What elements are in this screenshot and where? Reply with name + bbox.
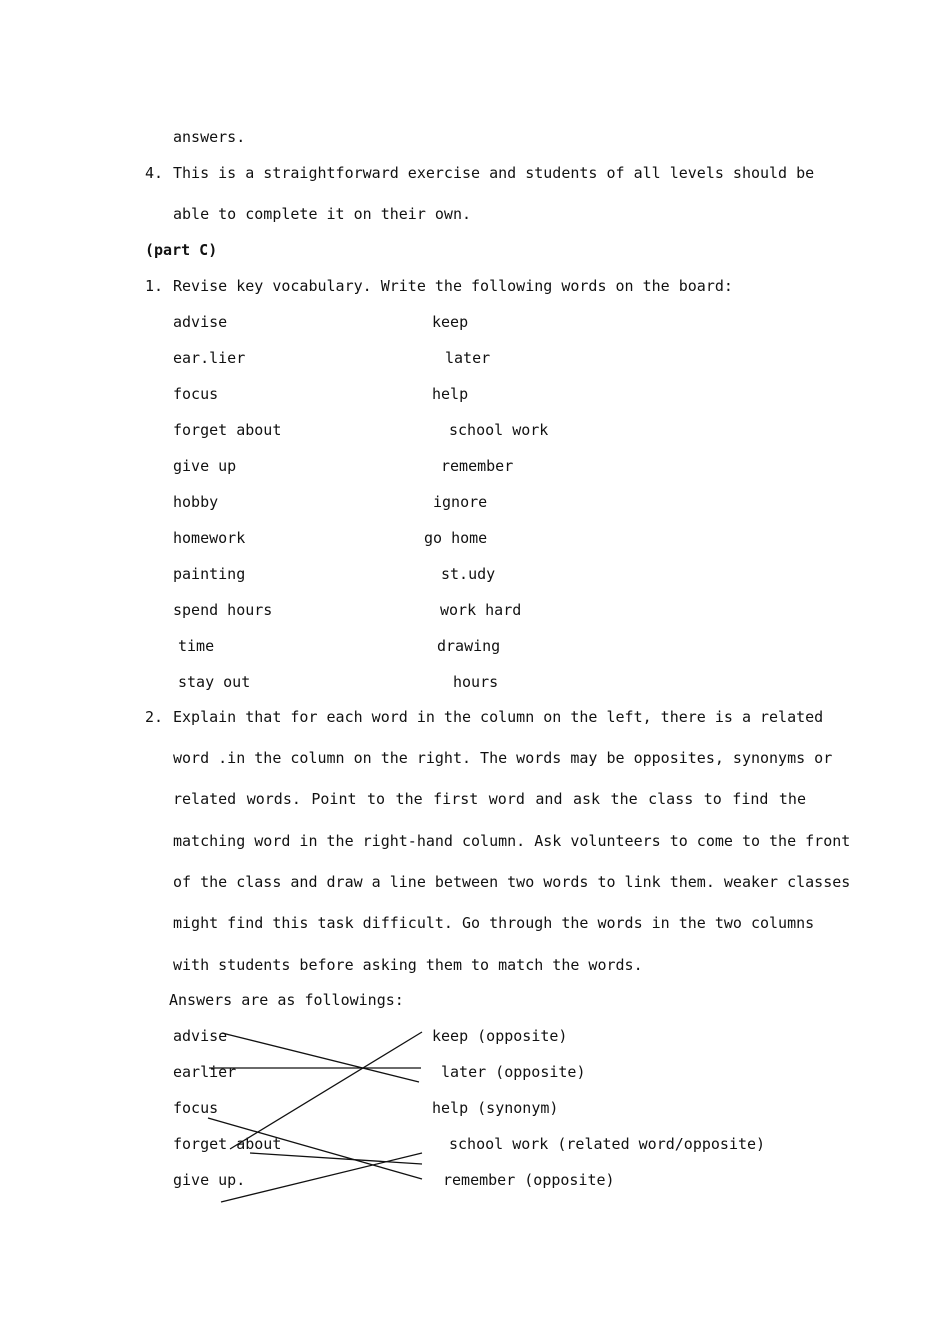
continued-line: answers. [173, 128, 246, 146]
vocab-left-word: focus [173, 385, 219, 403]
matching-line [222, 1033, 419, 1082]
vocab-right-word: work hard [440, 601, 522, 619]
item-2-line: Explain that for each word in the column on the left, there is a related [173, 708, 824, 726]
item-4-number: 4. [145, 164, 164, 182]
vocab-right-word: help [432, 385, 469, 403]
answer-left-word: earlier [173, 1063, 237, 1081]
vocab-left-word: forget about [173, 421, 282, 439]
matching-line [221, 1153, 422, 1202]
item-1-number: 1. [145, 277, 164, 295]
vocab-left-word: painting [173, 565, 246, 583]
vocab-right-word: hours [453, 673, 499, 691]
item-2-line: related words. Point to the first word and ask the class to find the [173, 790, 806, 808]
answer-right-word: keep (opposite) [432, 1027, 568, 1045]
vocab-right-word: keep [432, 313, 469, 331]
answer-left-word: focus [173, 1099, 219, 1117]
vocab-left-word: homework [173, 529, 246, 547]
vocab-left-word: hobby [173, 493, 219, 511]
vocab-right-word: ignore [433, 493, 488, 511]
vocab-right-word: go home [424, 529, 488, 547]
part-c-heading: (part C) [145, 241, 218, 259]
item-2-line: matching word in the right-hand column. Ask volunteers to come to the front [173, 832, 851, 850]
vocab-left-word: advise [173, 313, 228, 331]
item-2-number: 2. [145, 708, 164, 726]
vocab-left-word: stay out [178, 673, 251, 691]
answer-right-word: remember (opposite) [443, 1171, 615, 1189]
answer-left-word: forget about [173, 1135, 282, 1153]
vocab-left-word: give up [173, 457, 237, 475]
vocab-left-word: spend hours [173, 601, 273, 619]
item-2-line: of the class and draw a line between two words to link them. weaker classes [173, 873, 851, 891]
answer-left-word: give up. [173, 1171, 246, 1189]
answers-intro: Answers are as followings: [169, 991, 404, 1009]
matching-line [208, 1118, 422, 1179]
item-2-line: might find this task difficult. Go through the words in the two columns [173, 914, 815, 932]
vocab-right-word: drawing [437, 637, 501, 655]
matching-line [230, 1032, 422, 1149]
vocab-left-word: time [178, 637, 215, 655]
answer-left-word: advise [173, 1027, 228, 1045]
vocab-right-word: school work [449, 421, 549, 439]
item-2-line: with students before asking them to match the words. [173, 956, 643, 974]
answer-right-word: school work (related word/opposite) [449, 1135, 766, 1153]
item-4-line-2: able to complete it on their own. [173, 205, 472, 223]
vocab-right-word: later [445, 349, 491, 367]
item-4-line-1: This is a straightforward exercise and students of all levels should be [173, 164, 815, 182]
answer-right-word: help (synonym) [432, 1099, 559, 1117]
item-2-line: word .in the column on the right. The words may be opposites, synonyms or [173, 749, 833, 767]
vocab-left-word: ear.lier [173, 349, 246, 367]
vocab-right-word: remember [441, 457, 514, 475]
answer-right-word: later (opposite) [441, 1063, 586, 1081]
vocab-right-word: st.udy [441, 565, 496, 583]
item-1-text: Revise key vocabulary. Write the following words on the board: [173, 277, 733, 295]
